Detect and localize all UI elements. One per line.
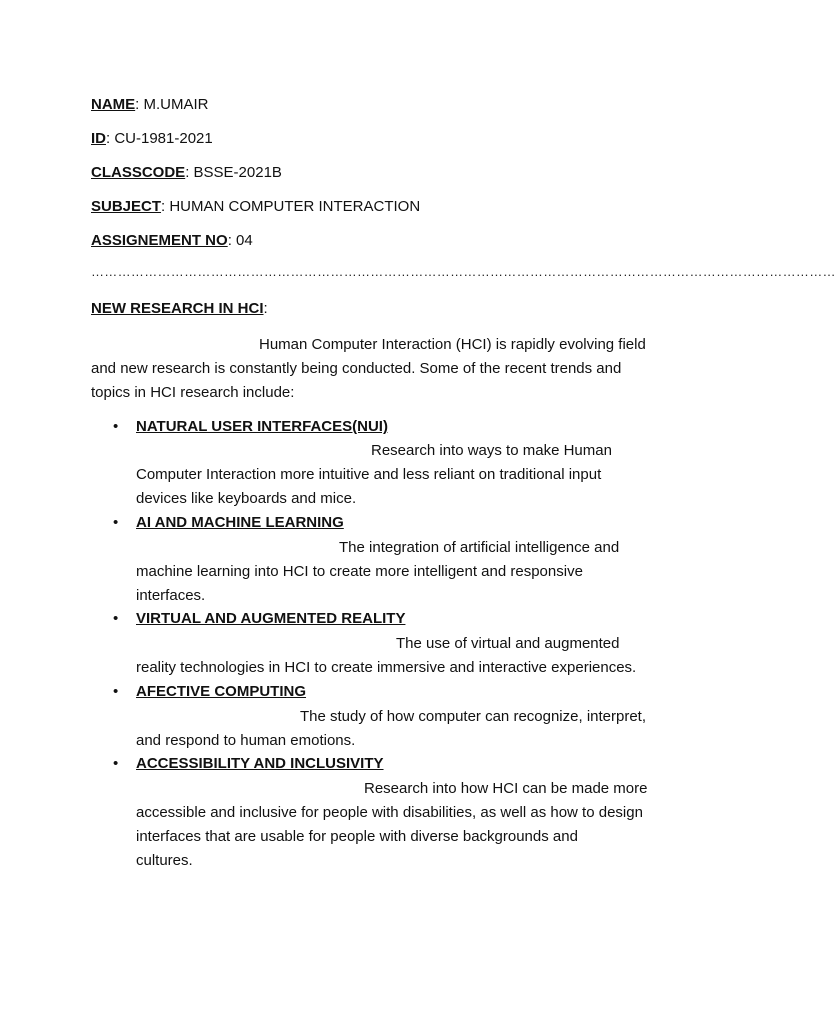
assignment-field <box>91 232 253 250</box>
bullet-title-affective: AFECTIVE COMPUTING <box>136 683 307 700</box>
name-label: NAME <box>91 96 136 113</box>
intro-line-1: Human Computer Interaction (HCI) is rapidly evolving field <box>259 336 646 353</box>
classcode-value: : BSSE-2021B <box>185 164 282 181</box>
bullet-title-accessibility: ACCESSIBILITY AND INCLUSIVITY <box>136 755 384 772</box>
bullet-icon: • <box>113 418 119 435</box>
bullet-text: accessible and inclusive for people with disabilities, as well as how to design <box>136 804 643 821</box>
bullet-text: The study of how computer can recognize, interpret, <box>300 708 647 725</box>
bullet-title-ai: AI AND MACHINE LEARNING <box>136 514 344 531</box>
bullet-text: devices like keyboards and mice. <box>136 490 357 507</box>
bullet-title-vr: VIRTUAL AND AUGMENTED REALITY <box>136 610 406 627</box>
bullet-icon: • <box>113 755 119 772</box>
bullet-text: The use of virtual and augmented <box>396 635 620 652</box>
bullet-text: Computer Interaction more intuitive and less reliant on traditional input <box>136 466 602 483</box>
section-heading <box>91 300 268 318</box>
classcode-field <box>91 164 282 182</box>
assignment-value: : 04 <box>227 232 253 249</box>
subject-label: SUBJECT <box>91 198 162 215</box>
bullet-text: The integration of artificial intelligence and <box>339 539 620 556</box>
bullet-text: and respond to human emotions. <box>136 732 356 749</box>
bullet-text: machine learning into HCI to create more intelligent and responsive <box>136 563 583 580</box>
bullet-text: cultures. <box>136 852 193 869</box>
classcode-label: CLASSCODE <box>91 164 186 181</box>
subject-field <box>91 198 420 216</box>
name-value: : M.UMAIR <box>135 96 209 113</box>
bullet-text: Research into how HCI can be made more <box>364 780 648 797</box>
bullet-text: reality technologies in HCI to create immersive and interactive experiences. <box>136 659 637 676</box>
dotted-separator: …………………………………………………………………………………………………………………………………………………… <box>91 264 836 279</box>
bullet-text: interfaces. <box>136 587 206 604</box>
id-label: ID <box>91 130 106 147</box>
id-value: : CU-1981-2021 <box>106 130 213 147</box>
intro-line-2: and new research is constantly being conducted. Some of the recent trends and <box>91 360 622 377</box>
bullet-text: Research into ways to make Human <box>371 442 612 459</box>
bullet-icon: • <box>113 683 119 700</box>
bullet-title-nui: NATURAL USER INTERFACES(NUI) <box>136 418 388 435</box>
id-field <box>91 130 213 148</box>
subject-value: : HUMAN COMPUTER INTERACTION <box>161 198 421 215</box>
section-heading-colon: : <box>263 300 268 317</box>
section-heading-text: NEW RESEARCH IN HCI <box>91 300 264 317</box>
name-field <box>91 96 209 114</box>
bullet-text: interfaces that are usable for people with diverse backgrounds and <box>136 828 578 845</box>
assignment-label: ASSIGNEMENT NO <box>91 232 228 249</box>
intro-line-3: topics in HCI research include: <box>91 384 295 401</box>
bullet-icon: • <box>113 514 119 531</box>
bullet-icon: • <box>113 610 119 627</box>
